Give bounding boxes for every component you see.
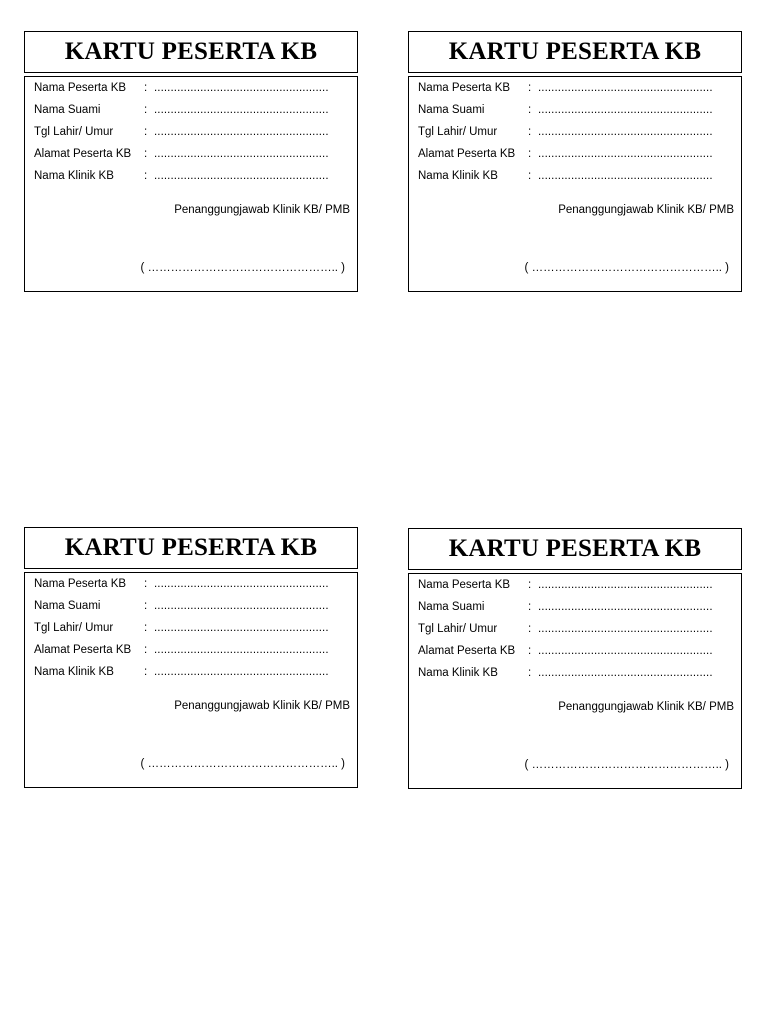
kartu-peserta-card-bottom-right: [408, 528, 742, 789]
field-label: Tgl Lahir/ Umur: [418, 623, 498, 635]
field-value-blank: .....................................................: [538, 148, 713, 160]
field-alamat-peserta: [34, 641, 329, 659]
field-value-blank: .....................................................: [154, 82, 329, 94]
field-value-blank: .....................................................: [538, 579, 713, 591]
field-alamat-peserta: [34, 145, 329, 163]
card-title: KARTU PESERTA KB: [448, 535, 702, 562]
field-label: Nama Klinik KB: [418, 170, 498, 182]
field-nama-suami: [34, 101, 329, 119]
field-label: Nama Suami: [418, 104, 485, 116]
field-colon: :: [528, 645, 532, 657]
field-colon: :: [144, 82, 148, 94]
card-body: [408, 76, 742, 292]
card-header: [24, 31, 358, 73]
field-alamat-peserta: [418, 642, 713, 660]
card-title: KARTU PESERTA KB: [448, 38, 702, 65]
field-tgl-lahir: [34, 619, 329, 637]
field-value-blank: .....................................................: [538, 667, 713, 679]
kartu-peserta-card-top-left: [24, 31, 358, 292]
field-colon: :: [528, 623, 532, 635]
card-header: [408, 528, 742, 570]
field-nama-peserta: [34, 79, 329, 97]
field-colon: :: [528, 667, 532, 679]
field-value-blank: .....................................................: [154, 644, 329, 656]
field-label: Nama Suami: [34, 600, 101, 612]
field-colon: :: [528, 126, 532, 138]
field-tgl-lahir: [418, 123, 713, 141]
field-nama-klinik: [34, 167, 329, 185]
field-label: Nama Peserta KB: [34, 578, 127, 590]
signature-line: ( ………………………………………….. ): [524, 262, 729, 274]
field-colon: :: [144, 104, 148, 116]
field-value-blank: .....................................................: [538, 645, 713, 657]
card-header: [408, 31, 742, 73]
field-nama-peserta: [418, 576, 713, 594]
field-colon: :: [144, 600, 148, 612]
responsible-label: Penanggungjawab Klinik KB/ PMB: [558, 204, 734, 216]
field-label: Nama Suami: [418, 601, 485, 613]
field-colon: :: [144, 666, 148, 678]
field-nama-peserta: [34, 575, 329, 593]
field-nama-suami: [418, 101, 713, 119]
field-colon: :: [144, 578, 148, 590]
field-label: Alamat Peserta KB: [418, 645, 516, 657]
field-label: Nama Klinik KB: [418, 667, 498, 679]
field-nama-klinik: [418, 167, 713, 185]
field-colon: :: [144, 644, 148, 656]
card-body: [408, 573, 742, 789]
card-title: KARTU PESERTA KB: [64, 534, 318, 561]
field-colon: :: [528, 579, 532, 591]
field-colon: :: [528, 170, 532, 182]
field-label: Nama Klinik KB: [34, 666, 114, 678]
field-label: Alamat Peserta KB: [34, 148, 132, 160]
field-colon: :: [144, 170, 148, 182]
card-body: [24, 572, 358, 788]
card-header: [24, 527, 358, 569]
signature-line: ( ………………………………………….. ): [140, 758, 345, 770]
field-value-blank: .....................................................: [154, 666, 329, 678]
field-colon: :: [528, 148, 532, 160]
field-value-blank: .....................................................: [538, 601, 713, 613]
field-colon: :: [144, 126, 148, 138]
field-value-blank: .....................................................: [154, 170, 329, 182]
field-nama-klinik: [418, 664, 713, 682]
field-label: Tgl Lahir/ Umur: [34, 126, 114, 138]
responsible-label: Penanggungjawab Klinik KB/ PMB: [558, 701, 734, 713]
field-value-blank: .....................................................: [154, 126, 329, 138]
field-label: Alamat Peserta KB: [418, 148, 516, 160]
field-colon: :: [528, 82, 532, 94]
field-value-blank: .....................................................: [154, 578, 329, 590]
field-value-blank: .....................................................: [154, 600, 329, 612]
field-label: Nama Peserta KB: [34, 82, 127, 94]
field-nama-suami: [34, 597, 329, 615]
field-label: Nama Klinik KB: [34, 170, 114, 182]
responsible-label: Penanggungjawab Klinik KB/ PMB: [174, 700, 350, 712]
field-value-blank: .....................................................: [538, 170, 713, 182]
field-nama-peserta: [418, 79, 713, 97]
field-nama-klinik: [34, 663, 329, 681]
field-label: Tgl Lahir/ Umur: [34, 622, 114, 634]
card-body: [24, 76, 358, 292]
signature-line: ( ………………………………………….. ): [524, 759, 729, 771]
kartu-peserta-card-bottom-left: [24, 527, 358, 788]
field-label: Nama Peserta KB: [418, 579, 511, 591]
field-value-blank: .....................................................: [538, 126, 713, 138]
field-label: Alamat Peserta KB: [34, 644, 132, 656]
field-label: Nama Peserta KB: [418, 82, 511, 94]
field-value-blank: .....................................................: [154, 104, 329, 116]
field-value-blank: .....................................................: [538, 82, 713, 94]
field-colon: :: [528, 601, 532, 613]
field-label: Tgl Lahir/ Umur: [418, 126, 498, 138]
field-label: Nama Suami: [34, 104, 101, 116]
card-title: KARTU PESERTA KB: [64, 38, 318, 65]
field-value-blank: .....................................................: [154, 148, 329, 160]
field-nama-suami: [418, 598, 713, 616]
field-colon: :: [528, 104, 532, 116]
field-value-blank: .....................................................: [538, 623, 713, 635]
field-colon: :: [144, 148, 148, 160]
field-tgl-lahir: [418, 620, 713, 638]
kartu-peserta-card-top-right: [408, 31, 742, 292]
responsible-label: Penanggungjawab Klinik KB/ PMB: [174, 204, 350, 216]
field-value-blank: .....................................................: [154, 622, 329, 634]
field-value-blank: .....................................................: [538, 104, 713, 116]
field-colon: :: [144, 622, 148, 634]
signature-line: ( ………………………………………….. ): [140, 262, 345, 274]
field-alamat-peserta: [418, 145, 713, 163]
field-tgl-lahir: [34, 123, 329, 141]
